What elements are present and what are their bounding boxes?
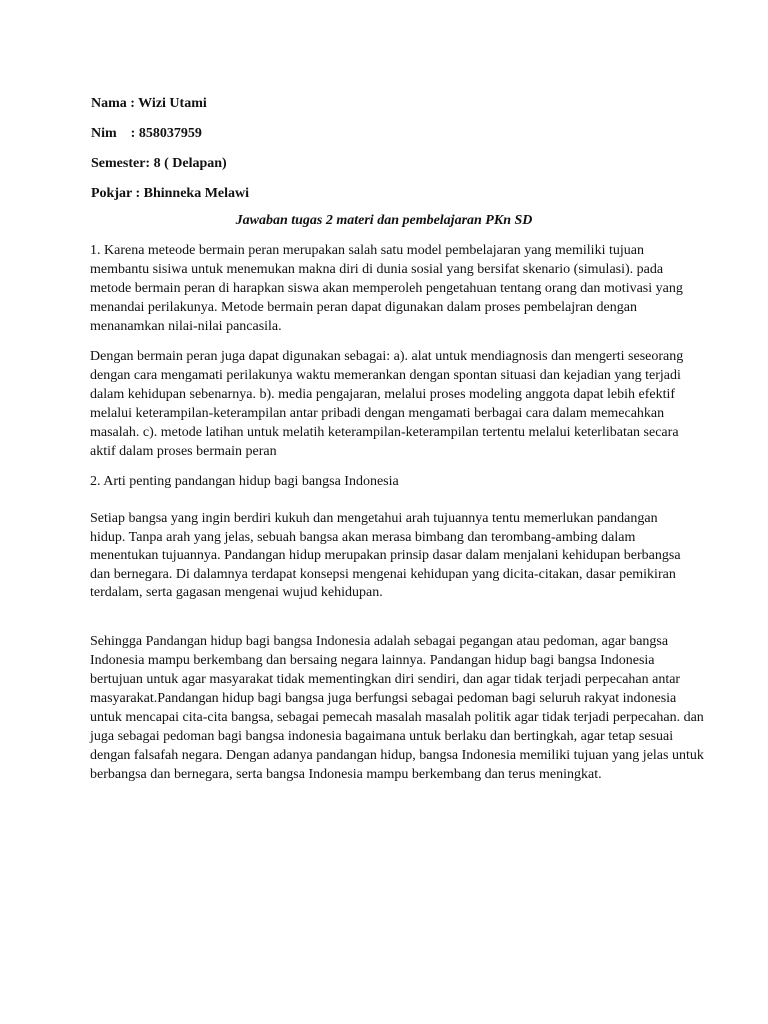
- answer-2-conclusion-paragraph: Sehingga Pandangan hidup bagi bangsa Indonesia adalah sebagai pegangan atau pedoman, agar bangsa Indonesia mampu berkembang dan bersaing negara lainnya. Pandangan hidup bagi bangsa Indonesia bertujuan untuk agar masyarakat tidak mementingkan diri sendiri, dan agar tidak terjadi perpecahan antar masyarakat.Pandangan hidup bagi bangsa juga berfungsi sebagai pedoman bagi seluruh rakyat indonesia untuk mencapai cita-cita bangsa, sebagai pemecah masalah masalah politik agar tidak terjadi perpecahan. dan juga sebagai pedoman bagi bangsa indonesia bagaimana untuk berlaku dan bertingkah, agar tetap sesuai dengan falsafah negara. Dengan adanya pandangan hidup, bangsa Indonesia memiliki tujuan yang jelas untuk berbangsa dan bernegara, serta bangsa Indonesia mampu berkembang dan terus meningkat.: [90, 634, 704, 782]
- answer-2-quote-paragraph: Setiap bangsa yang ingin berdiri kukuh dan mengetahui arah tujuannya tentu memerlukan pandangan hidup. Tanpa arah yang jelas, sebuah bangsa akan merasa bimbang dan terombang-ambing dalam menentukan tujuannya. Pandangan hidup merupakan prinsip dasar dalam menjalani kehidupan berbangsa dan bernegara. Di dalamnya terdapat konsepsi mengenai kehidupan yang dicita-citakan, dasar pemikiran terdalam, serta gagasan mengenai wujud kehidupan.: [90, 511, 681, 600]
- answer-2-heading: 2. Arti penting pandangan hidup bagi bangsa Indonesia: [90, 474, 399, 489]
- answer-1-continuation-paragraph: Dengan bermain peran juga dapat digunakan sebagai: a). alat untuk mendiagnosis dan mengerti seseorang dengan cara mengamati perilakunya waktu memerankan dengan spontan situasi dan kejadian yang terjadi dalam kehidupan sebenarnya. b). media pengajaran, melalui proses modeling anggota dapat lebih efektif melalui keterampilan-keterampilan antar pribadi dengan mengamati berbagai cara dalam memecahkan masalah. c). metode latihan untuk melatih keterampilan-keterampilan tertentu melalui keterlibatan secara aktif dalam proses bermain peran: [90, 349, 684, 459]
- answer-1-paragraph: 1. Karena meteode bermain peran merupakan salah satu model pembelajaran yang memiliki tujuan membantu sisiwa untuk menemukan makna diri di dunia sosial yang bersifat skenario (simulasi). pada metode bermain peran di harapkan siswa akan memperoleh pengetahuan tentang orang dan motivasi yang menandai perilakunya. Metode bermain peran dapat digunakan dalam proses pembelajran dengan menanamkan nilai-nilai pancasila.: [90, 243, 683, 334]
- student-semester: Semester: 8 ( Delapan): [91, 156, 227, 171]
- student-pokjar: Pokjar : Bhinneka Melawi: [91, 186, 250, 201]
- student-nim: Nim : 858037959: [91, 126, 202, 141]
- document-title: Jawaban tugas 2 materi dan pembelajaran PKn SD: [235, 213, 533, 228]
- student-name: Nama : Wizi Utami: [91, 96, 207, 111]
